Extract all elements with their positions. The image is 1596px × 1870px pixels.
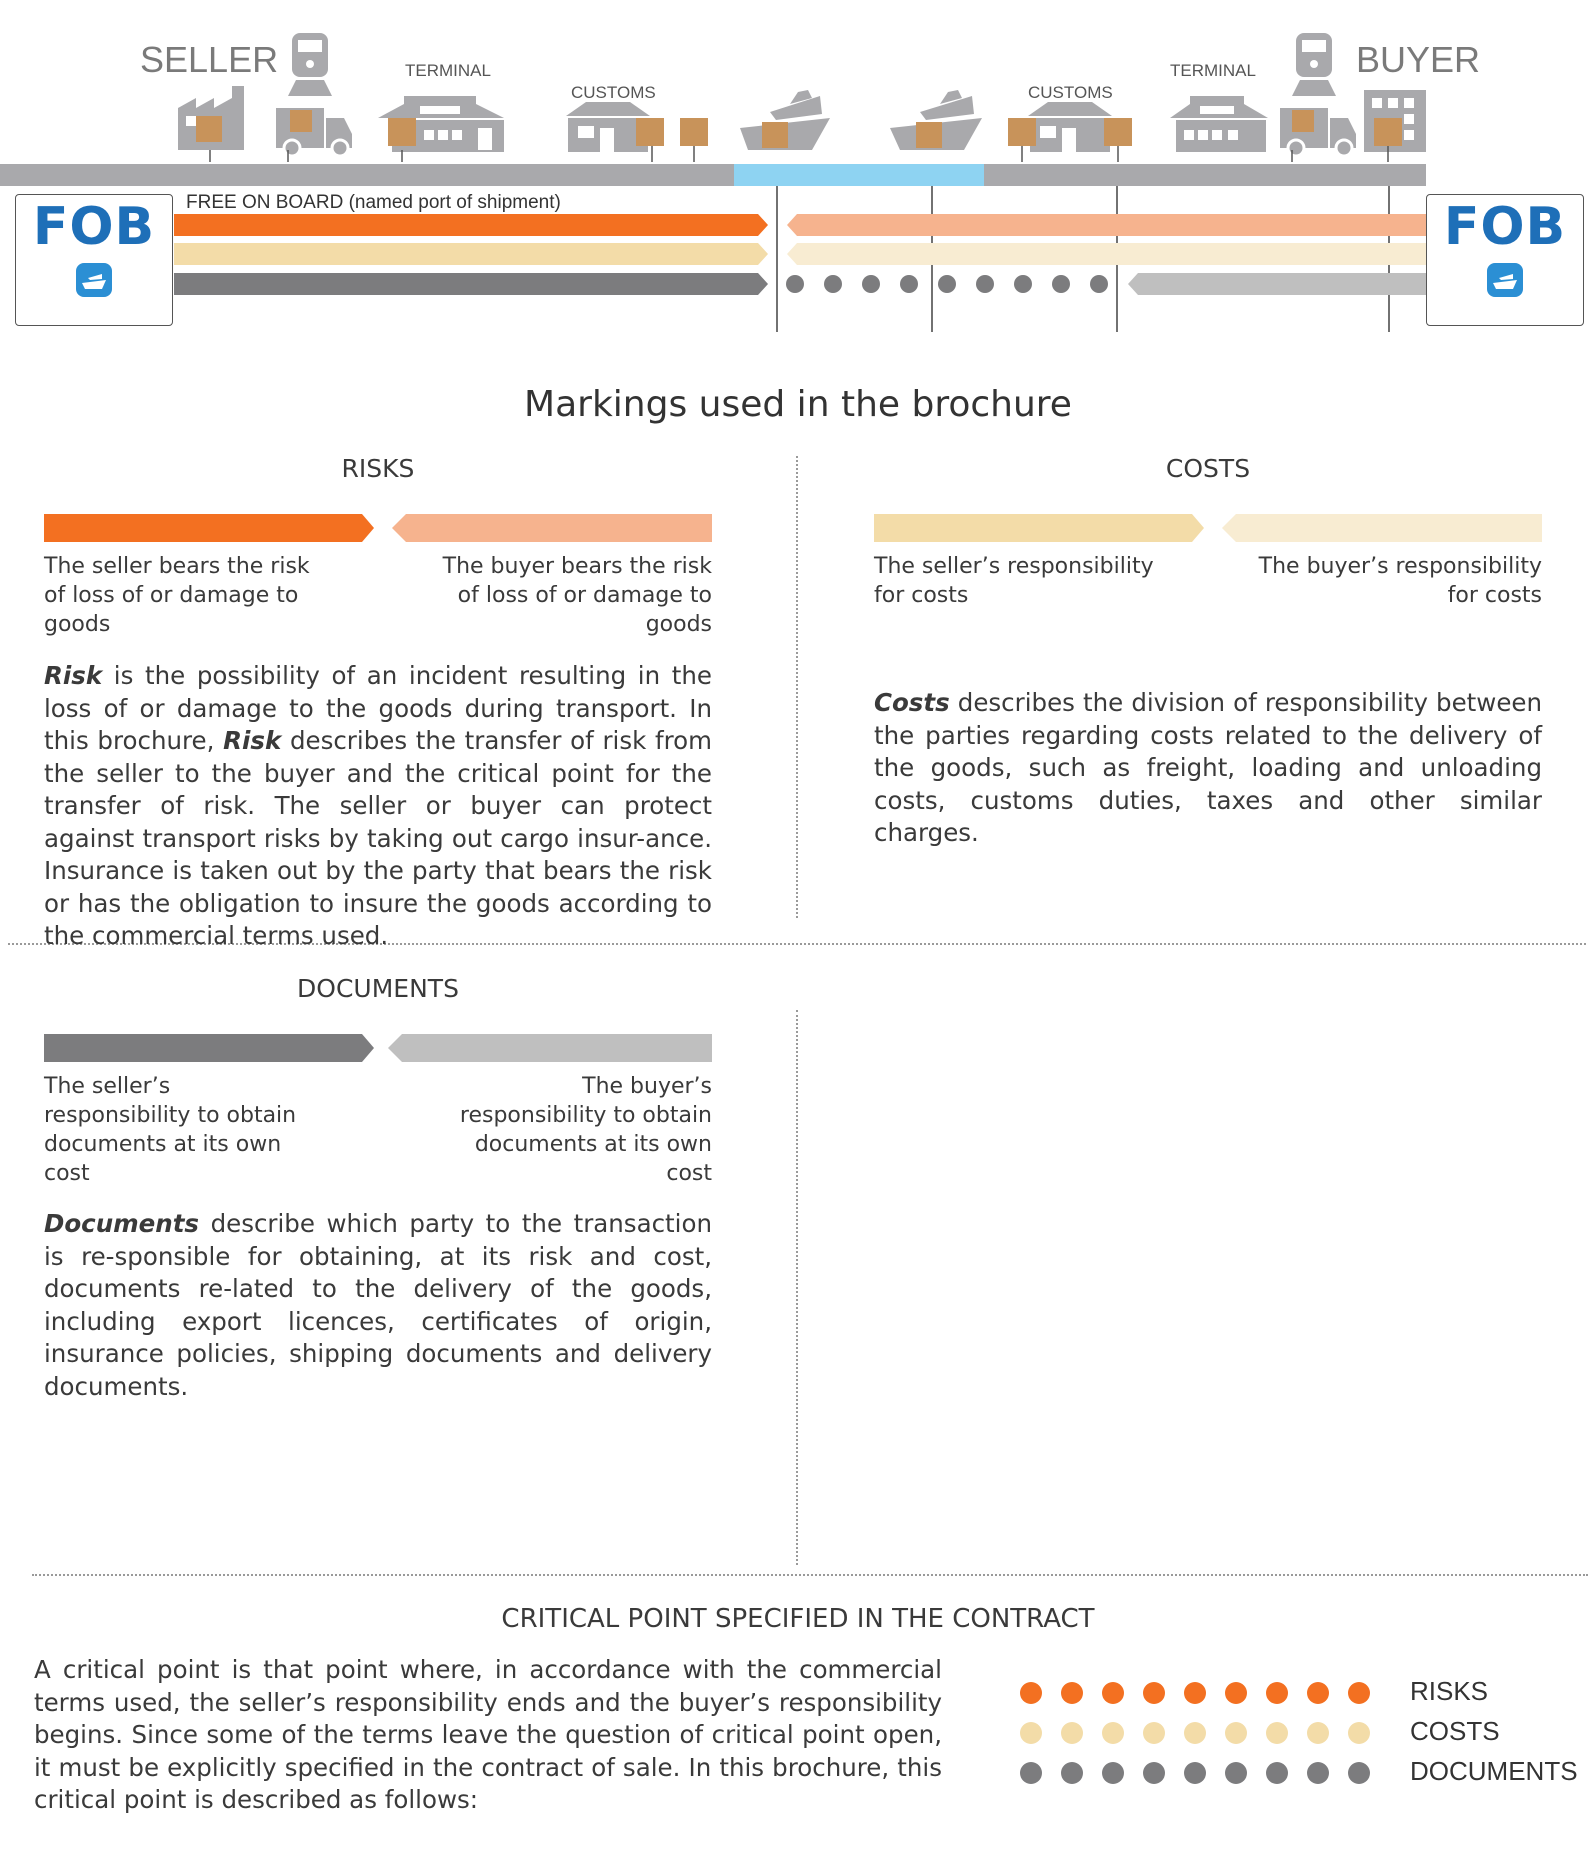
risk-term: Risk bbox=[223, 726, 282, 755]
train-icon bbox=[1292, 33, 1336, 96]
doc-buyer-arrow bbox=[1128, 273, 1426, 295]
document-critical-dots bbox=[786, 275, 1108, 293]
legend-dot bbox=[1102, 1722, 1124, 1744]
legend-dot bbox=[1307, 1722, 1329, 1744]
critical-point-legend bbox=[1020, 1676, 1580, 1810]
truck-icon bbox=[276, 108, 352, 156]
terminal-building-icon bbox=[1170, 96, 1268, 152]
critical-point-description: A critical point is that point where, in accordance with the commercial terms used, the seller’s responsibility ends and the buyer’s responsibility begins. Since some of the terms leave the question of critical point open, it must be explicitly specified in the contract of sale. In this brochure, this critical point is described as follows: bbox=[34, 1655, 942, 1814]
doc-seller-arrow bbox=[174, 273, 768, 295]
legend-dot bbox=[1061, 1682, 1083, 1704]
fob-badge-left bbox=[15, 194, 173, 326]
risk-buyer-arrow bbox=[787, 214, 1426, 236]
markings-title: Markings used in the brochure bbox=[524, 384, 1072, 425]
section-divider bbox=[32, 1574, 1588, 1576]
cost-description: Costs describes the division of responsibility between the parties regarding costs related to the delivery of the goods, such as freight, loading and unloading costs, customs duties, taxes and other similar charges. bbox=[874, 688, 1542, 847]
fob-label-left: FOB bbox=[32, 197, 156, 257]
risks-arrows bbox=[44, 514, 714, 544]
documents-heading: DOCUMENTS bbox=[297, 974, 459, 1003]
doc-seller-caption: The seller’s responsibility to obtain documents at its own cost bbox=[44, 1074, 297, 1186]
legend-dot bbox=[1102, 1682, 1124, 1704]
term-caption: FREE ON BOARD (named port of shipment) bbox=[186, 192, 561, 213]
legend-dot bbox=[1348, 1682, 1370, 1704]
legend-dot bbox=[1143, 1722, 1165, 1744]
legend-label: RISKS bbox=[1410, 1676, 1489, 1706]
legend-dot bbox=[1184, 1722, 1206, 1744]
legend-dot bbox=[1184, 1682, 1206, 1704]
ship-icon bbox=[76, 263, 112, 297]
doc-term: Documents bbox=[44, 1209, 200, 1238]
cargo-box-icon bbox=[196, 116, 222, 142]
legend-dot bbox=[1266, 1722, 1288, 1744]
legend-dot bbox=[1348, 1762, 1370, 1784]
cost-seller-arrow bbox=[174, 243, 768, 265]
doc-description: Documents describe which party to the transaction is re-sponsible for obtaining, at its risk and cost, documents re-lated to the delivery of the goods, including export licences, certificates of origin, insurance policies, shipping documents and delivery documents. bbox=[44, 1209, 712, 1401]
risk-term: Risk bbox=[44, 661, 103, 690]
legend-dot bbox=[1266, 1762, 1288, 1784]
legend-dot bbox=[1061, 1762, 1083, 1784]
train-icon bbox=[288, 33, 332, 96]
costs-heading: COSTS bbox=[1165, 454, 1251, 483]
documents-arrows bbox=[44, 1034, 714, 1064]
legend-dot bbox=[1102, 1762, 1124, 1784]
customs-left-label: CUSTOMS bbox=[571, 83, 656, 102]
legend-dot bbox=[1020, 1722, 1042, 1744]
fob-label-right: FOB bbox=[1443, 197, 1567, 257]
transport-diagram bbox=[0, 0, 1596, 340]
legend-dot bbox=[1143, 1682, 1165, 1704]
sea-leg-segment bbox=[734, 164, 984, 186]
legend-dot bbox=[1307, 1682, 1329, 1704]
legend-dot bbox=[1020, 1682, 1042, 1704]
legend-dot bbox=[1184, 1762, 1206, 1784]
customs-building-icon bbox=[1028, 102, 1112, 152]
truck-icon bbox=[1280, 108, 1356, 156]
fob-badge-right bbox=[1426, 194, 1584, 326]
column-divider bbox=[796, 1010, 798, 1565]
legend-label: DOCUMENTS bbox=[1410, 1756, 1578, 1786]
cost-buyer-caption: The buyer’s responsibility for costs bbox=[1258, 554, 1542, 608]
column-divider bbox=[796, 456, 798, 918]
customs-right-label: CUSTOMS bbox=[1028, 83, 1113, 102]
costs-arrows bbox=[874, 514, 1544, 544]
terminal-left-label: TERMINAL bbox=[405, 61, 491, 80]
transport-track bbox=[0, 164, 1426, 186]
doc-buyer-caption: The buyer’s responsibility to obtain documents at its own cost bbox=[459, 1074, 712, 1186]
legend-dot bbox=[1307, 1762, 1329, 1784]
legend-dot bbox=[1020, 1762, 1042, 1784]
risk-seller-caption: The seller bears the risk of loss of or damage to goods bbox=[44, 554, 310, 637]
legend-dot bbox=[1143, 1762, 1165, 1784]
legend-dot bbox=[1061, 1722, 1083, 1744]
cost-seller-caption: The seller’s responsibility for costs bbox=[874, 554, 1154, 608]
risk-description: Risk is the possibility of an incident resulting in the loss of or damage to the goods during transport. In this brochure, Risk describes the transfer of risk from the seller to the buyer and the critical point for the transfer of risk. The seller or buyer can protect against transport risks by taking out cargo insur-ance. Insurance is taken out by the party that bears the risk or has the obligation to insure the goods according to the commercial terms used. bbox=[44, 661, 713, 950]
ship-icon bbox=[1487, 263, 1523, 297]
terminal-right-label: TERMINAL bbox=[1170, 61, 1256, 80]
seller-label: SELLER bbox=[140, 39, 279, 80]
legend-label: COSTS bbox=[1410, 1716, 1500, 1746]
legend-dot bbox=[1266, 1682, 1288, 1704]
legend-dot bbox=[1225, 1762, 1247, 1784]
legend-dot bbox=[1348, 1722, 1370, 1744]
critical-point-heading: CRITICAL POINT SPECIFIED IN THE CONTRACT bbox=[501, 1604, 1095, 1634]
risk-seller-arrow bbox=[174, 214, 768, 236]
cost-term: Costs bbox=[874, 688, 950, 717]
cost-buyer-arrow bbox=[787, 243, 1426, 265]
risk-buyer-caption: The buyer bears the risk of loss of or damage to goods bbox=[442, 554, 712, 637]
risks-heading: RISKS bbox=[341, 454, 415, 483]
buyer-label: BUYER bbox=[1356, 39, 1481, 80]
legend-dot bbox=[1225, 1682, 1247, 1704]
legend-dot bbox=[1225, 1722, 1247, 1744]
